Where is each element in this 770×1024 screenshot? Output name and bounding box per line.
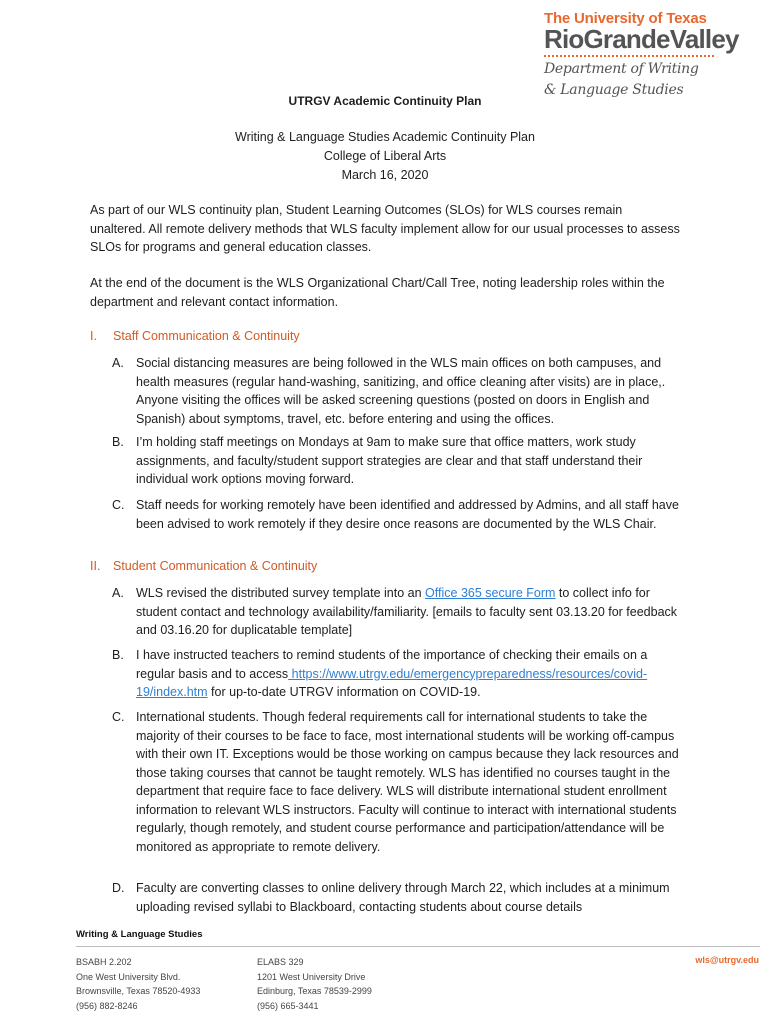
list-item [112, 433, 682, 489]
document-title: UTRGV Academic Continuity Plan [288, 94, 482, 108]
address-line: One West University Blvd. [76, 971, 181, 982]
section-number: II. [90, 559, 101, 573]
item-letter: A. [112, 356, 124, 370]
item-letter: A. [112, 586, 124, 600]
intro-paragraph-slos: As part of our WLS continuity plan, Student Learning Outcomes (SLOs) for WLS courses remain unaltered. All remote delivery methods that WLS faculty implement allow for our usual processes to assess SLOs for programs and general education classes. [90, 203, 680, 254]
address-phone: (956) 882-8246 [76, 1000, 138, 1011]
document-subtitle: Writing & Language Studies Academic Continuity Plan [235, 130, 535, 144]
item-text: I’m holding staff meetings on Mondays at 9am to make sure that office matters, work study assignments, and faculty/student support strategies are clear and that staff understand their individual work options moving forward. [136, 435, 643, 486]
logo-dept-line2: & Language Studies [544, 82, 684, 98]
section-title: Student Communication & Continuity [113, 559, 318, 573]
list-item [112, 879, 682, 916]
address-line: ELABS 329 [257, 957, 304, 967]
item-text-pre: WLS revised the distributed survey template into an [136, 586, 426, 600]
logo-divider [544, 55, 714, 57]
logo-university-name: The University of Texas [544, 10, 707, 27]
item-text [136, 646, 682, 702]
address-line: Brownsville, Texas 78520-4933 [76, 986, 201, 996]
item-text-post: to collect info for student contact and technology availability/familiarity. [emails to faculty sent 03.13.20 for feedback and 03.16.20 for duplicatable template] [136, 586, 678, 637]
item-text: Faculty are converting classes to online delivery through March 22, which includes at a minimum uploading revised syllabi to Blackboard, contacting students about course details [136, 881, 670, 914]
item-letter: B. [112, 648, 124, 662]
item-text [136, 584, 682, 640]
item-letter: C. [112, 498, 125, 512]
item-text-post: for up-to-date UTRGV information on COVID-19. [207, 685, 481, 699]
section-number: I. [90, 329, 97, 343]
covid-info-link[interactable]: https://www.utrgv.edu/emergencypreparedness/resources/covid-19/index.htm [136, 666, 648, 699]
list-item [112, 496, 682, 533]
logo-rgv: RioGrandeValley [544, 24, 739, 54]
footer-email-link[interactable]: wls@utrgv.edu [695, 955, 759, 965]
address-line: Edinburg, Texas 78539-2999 [257, 986, 372, 996]
address-line: 1201 West University Drive [257, 971, 366, 982]
footer-address-brownsville [76, 955, 200, 1013]
intro-paragraph-call-tree: At the end of the document is the WLS Organizational Chart/Call Tree, noting leadership roles within the department and relevant contact information. [90, 276, 665, 309]
footer-title: Writing & Language Studies [76, 929, 203, 940]
college-name: College of Liberal Arts [323, 149, 447, 163]
item-text: International students. Though federal requirements call for international students to take the majority of their courses to be face to face, most international students will be working off-campus with their own IT. Exceptions would be those working on campus because they lack resources and those taking courses that cannot be taught remotely. WLS has identified no courses taught in the department that require face to face delivery. WLS will distribute international student enrollment information to relevant WLS instructors. Faculty will continue to interact with international students regularly, though remotely, and student course performance and participation/attendance will be monitored as appropriate to remote delivery. [136, 710, 679, 854]
section-heading-staff [90, 329, 300, 343]
list-item [112, 646, 682, 702]
section-heading-student [90, 559, 317, 573]
item-letter: B. [112, 435, 124, 449]
address-line: BSABH 2.202 [76, 957, 132, 967]
list-item [112, 354, 682, 428]
address-phone: (956) 665-3441 [257, 1000, 319, 1011]
list-item [112, 584, 682, 640]
item-text: Social distancing measures are being followed in the WLS main offices on both campuses, and health measures (regular hand-washing, sanitizing, and office cleaning after visits) are in place,. Anyone visiting the offices will be asked screening questions (posted on doors in English and Spanish) about symptoms, travel, etc. before entering and using the offices. [136, 356, 666, 426]
utrgv-logo [544, 10, 744, 99]
footer-divider [76, 946, 760, 947]
item-letter: C. [112, 710, 125, 724]
item-text-pre: I have instructed teachers to remind students of the importance of checking their emails on a regular basis and to access [136, 648, 648, 681]
item-letter: D. [112, 881, 125, 895]
logo-dept-line1: Department of Writing [544, 61, 699, 77]
list-item [112, 708, 682, 856]
item-text: Staff needs for working remotely have been identified and addressed by Admins, and all staff have been advised to work remotely if they desire once reasons are documented by the WLS Chair. [136, 498, 679, 531]
office365-form-link[interactable]: Office 365 secure Form [425, 586, 556, 600]
section-title: Staff Communication & Continuity [113, 329, 300, 343]
document-date: March 16, 2020 [341, 168, 429, 182]
footer-address-edinburg [257, 955, 372, 1013]
